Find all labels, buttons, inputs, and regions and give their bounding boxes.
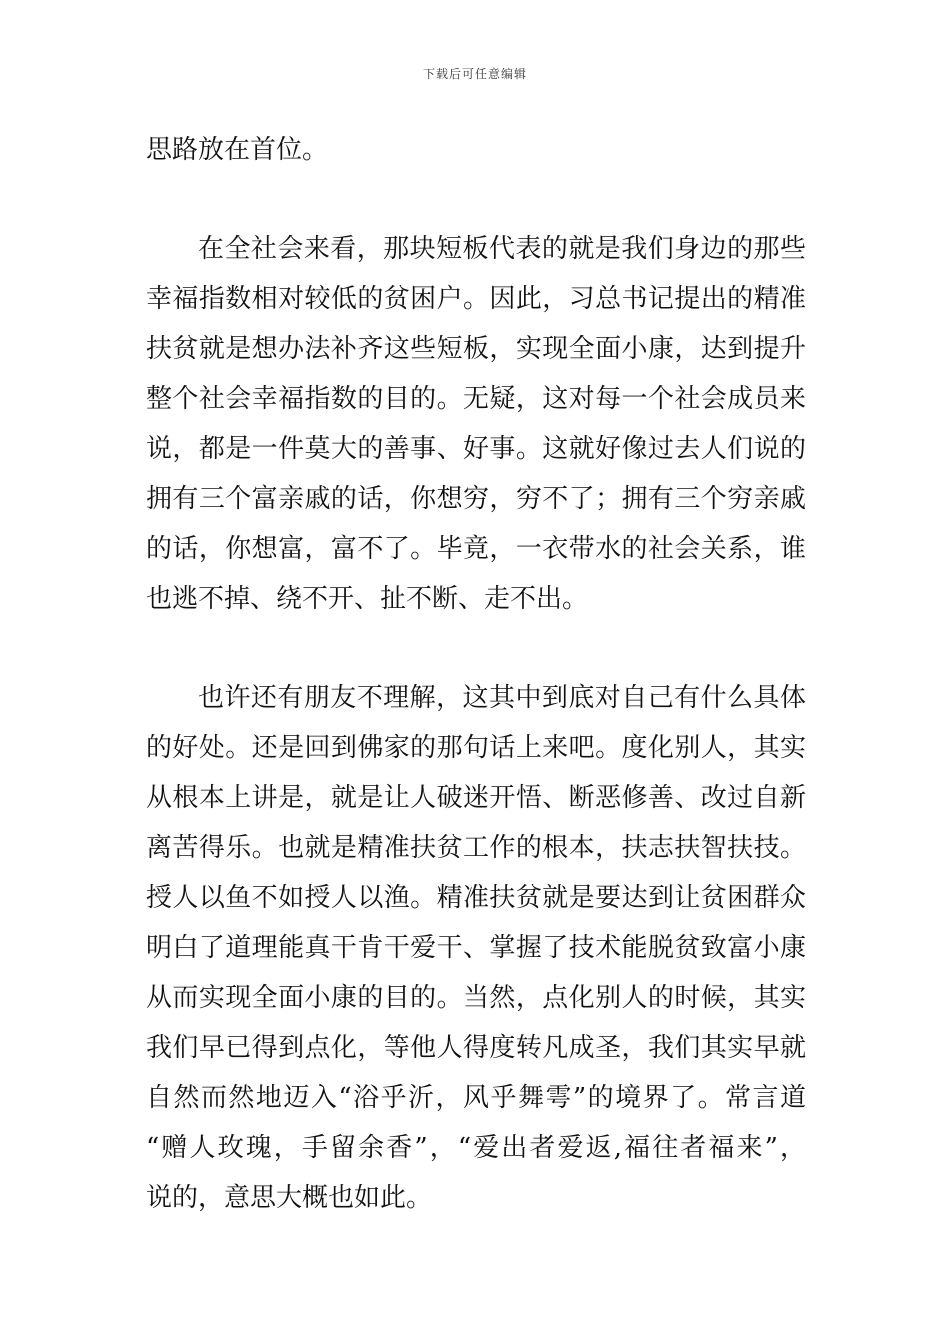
- paragraph-line: 思路放在首位。: [146, 135, 329, 165]
- paragraph-line: 扶贫就是想办法补齐这些短板，实现全面小康，达到提升: [146, 334, 806, 364]
- paragraph-line: 的话，你想富，富不了。毕竟，一衣带水的社会关系，谁: [146, 534, 806, 564]
- paragraph-line: 说的，意思大概也如此。: [146, 1183, 433, 1213]
- paragraph-line: 授人以鱼不如授人以渔。精准扶贫就是要达到让贫困群众: [146, 883, 806, 913]
- paragraph-line: 拥有三个富亲戚的话，你想穷，穷不了；拥有三个穷亲戚: [146, 484, 806, 514]
- paragraph-line: 整个社会幸福指数的目的。无疑，这对每一个社会成员来: [146, 384, 806, 414]
- paragraph-line: 也逃不掉、绕不开、扯不断、走不出。: [146, 584, 589, 614]
- paragraph-line: 自然而然地迈入“浴乎沂，风乎舞雩”的境界了。常言道: [146, 1083, 806, 1113]
- paragraph-line: 明白了道理能真干肯干爱干、掌握了技术能脱贫致富小康: [146, 933, 806, 963]
- paragraph-line: 在全社会来看，那块短板代表的就是我们身边的那些: [198, 234, 806, 264]
- paragraph-line: 也许还有朋友不理解，这其中到底对自己有什么具体: [198, 683, 806, 713]
- paragraph-line: 的好处。还是回到佛家的那句话上来吧。度化别人，其实: [146, 733, 806, 763]
- header-note: 下载后可任意编辑: [422, 67, 527, 81]
- paragraph-line: 幸福指数相对较低的贫困户。因此，习总书记提出的精准: [146, 284, 806, 314]
- paragraph-line: 从根本上讲是，就是让人破迷开悟、断恶修善、改过自新: [146, 783, 806, 813]
- paragraph-line: 说，都是一件莫大的善事、好事。这就好像过去人们说的: [146, 434, 806, 464]
- paragraph-line: 从而实现全面小康的目的。当然，点化别人的时候，其实: [146, 983, 806, 1013]
- paragraph-line: 我们早已得到点化，等他人得度转凡成圣，我们其实早就: [146, 1033, 806, 1063]
- paragraph-line: 离苦得乐。也就是精准扶贫工作的根本，扶志扶智扶技。: [146, 833, 806, 863]
- paragraph-line: “赠人玫瑰，手留余香”，“爱出者爱返,福往者福来”，: [146, 1133, 806, 1163]
